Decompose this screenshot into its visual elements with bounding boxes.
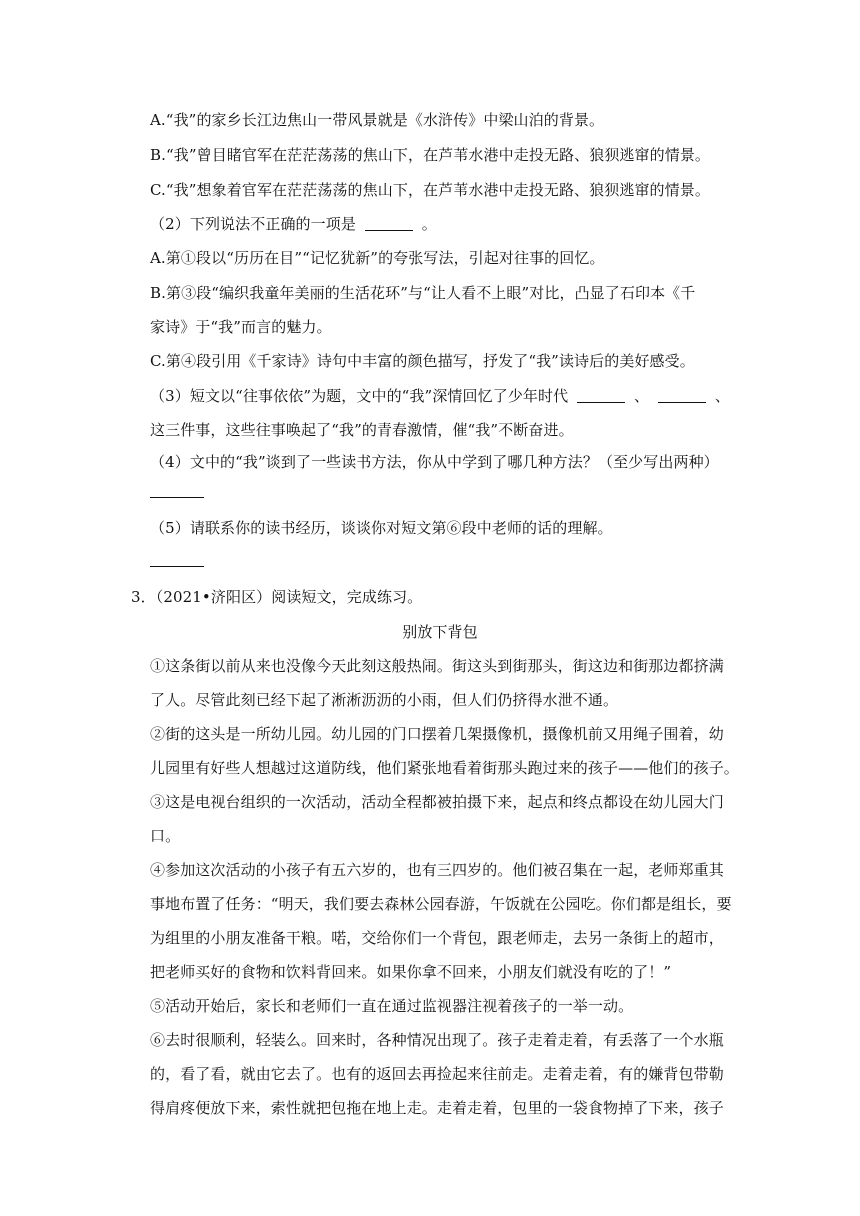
q2-stem-end: 。 xyxy=(421,215,437,233)
q1-option-b: B.“我”曾目睹官军在茫茫荡荡的焦山下，在芦苇水港中走投无路、狼狈逃窜的情景。 xyxy=(150,146,711,164)
q2-option-b-cont: 家诗》于“我”而言的魅力。 xyxy=(150,318,332,336)
answer-blank xyxy=(577,388,625,403)
q3-stem xyxy=(150,386,730,406)
paragraph-6-cont: 的，看了看，就由它去了。也有的返回去再捡起来往前走。走着走着，有的嫌背包带勒 xyxy=(150,1065,724,1083)
answer-line xyxy=(150,566,204,567)
q5-stem: （5）请联系你的读书经历，谈谈你对短文第⑥段中老师的话的理解。 xyxy=(150,519,613,537)
q1-option-a: A.“我”的家乡长江边焦山一带风景就是《水浒传》中梁山泊的背景。 xyxy=(150,111,605,129)
paragraph-2-cont: 儿园里有好些人想越过这道防线，他们紧张地看着街那头跑过来的孩子——他们的孩子。 xyxy=(150,759,739,777)
answer-line xyxy=(150,497,204,498)
paragraph-1-cont: 了人。尽管此刻已经下起了淅淅沥沥的小雨，但人们仍挤得水泄不通。 xyxy=(150,691,619,709)
paragraph-3: ③这是电视台组织的一次活动，活动全程都被拍摄下来，起点和终点都设在幼儿园大门 xyxy=(150,793,724,811)
q4-stem: （4）文中的“我”谈到了一些读书方法，你从中学到了哪几种方法？（至少写出两种） xyxy=(150,453,719,471)
q2-stem xyxy=(150,214,730,234)
paragraph-3-cont: 口。 xyxy=(150,827,181,845)
paragraph-6: ⑥去时很顺利，轻装么。回来时，各种情况出现了。孩子走着走着，有丢落了一个水瓶 xyxy=(150,1031,724,1049)
q3-stem-text: （3）短文以“往事依依”为题，文中的“我”深情回忆了少年时代 xyxy=(150,387,569,405)
paragraph-6-cont: 得肩疼便放下来，索性就把包拖在地上走。走着走着，包里的一袋食物掉了下来，孩子 xyxy=(150,1099,724,1117)
q1-option-c: C.“我”想象着官军在茫茫荡荡的焦山下，在芦苇水港中走投无路、狼狈逃窜的情景。 xyxy=(150,181,710,199)
passage-title: 别放下背包 xyxy=(402,623,478,641)
q2-option-b: B.第③段“编织我童年美丽的生活花环”与“让人看不上眼”对比，凸显了石印本《千 xyxy=(150,284,696,302)
paragraph-5: ⑤活动开始后，家长和老师们一直在通过监视器注视着孩子的一举一动。 xyxy=(150,997,634,1015)
paragraph-4-cont: 事地布置了任务：“明天，我们要去森林公园春游，午饭就在公园吃。你们都是组长，要 xyxy=(150,895,732,913)
q2-option-a: A.第①段以“历历在目”“记忆犹新”的夸张写法，引起对往事的回忆。 xyxy=(150,249,605,267)
q3-stem-cont: 这三件事，这些往事唤起了“我”的青春激情，催“我”不断奋进。 xyxy=(150,421,574,439)
paragraph-4-cont: 为组里的小朋友准备干粮。喏，交给你们一个背包，跟老师走，去另一条街上的超市， xyxy=(150,929,724,947)
answer-blank xyxy=(658,388,706,403)
q3-separator: 、 xyxy=(633,387,650,405)
paragraph-2: ②街的这头是一所幼儿园。幼儿园的门口摆着几架摄像机，摄像机前又用绳子围着，幼 xyxy=(150,725,724,743)
q3-separator: 、 xyxy=(714,387,730,405)
question-3-header: 3．（2021•济阳区）阅读短文，完成练习。 xyxy=(131,588,423,606)
paragraph-4-cont: 把老师买好的食物和饮料背回来。如果你拿不回来，小朋友们就没有吃的了！” xyxy=(150,963,672,981)
q2-option-c: C.第④段引用《千家诗》诗句中丰富的颜色描写，抒发了“我”读诗后的美好感受。 xyxy=(150,352,695,370)
paragraph-1: ①这条街以前从来也没像今天此刻这般热闹。街这头到街那头，街这边和街那边都挤满 xyxy=(150,657,724,675)
q2-stem-text: （2）下列说法不正确的一项是 xyxy=(150,215,356,233)
answer-blank xyxy=(365,216,413,231)
paragraph-4: ④参加这次活动的小孩子有五六岁的，也有三四岁的。他们被召集在一起，老师郑重其 xyxy=(150,861,724,879)
